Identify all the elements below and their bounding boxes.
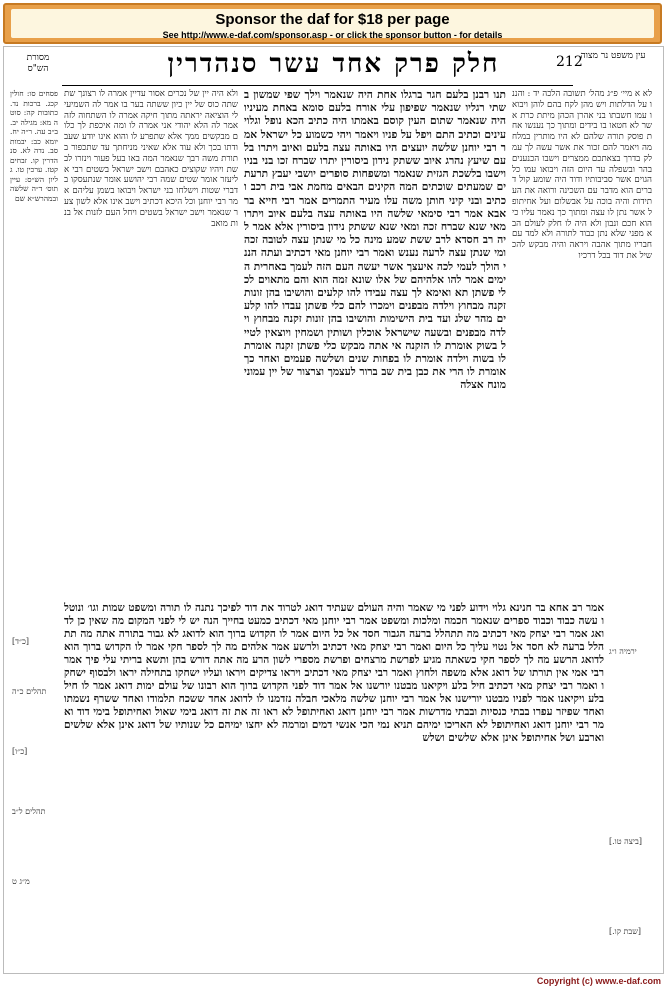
sponsor-title[interactable]: Sponsor the daf for $18 per page [215,11,450,28]
margin-note: [כ״ו] [12,747,28,756]
sponsor-banner-inner [11,9,654,38]
margin-note: ירמיה ו״ג [609,647,637,656]
gemara-bottom-text: אמר רב אחא בר חנינא גלוי וידוע לפני מי שאמר והיה העולם שעתיד דואג לטרוד את דוד לפיכך נתנה לו תורה ומשפט שמות וגו׳ ונוטלו עשה כבוד וכבוד ספרים שנאמר חכמה ומלכות ומשפט אמר רבי יוחנן מאי דכתיב כמעט בחייך הנה יש לי לפני המקום מה שאין כן לדואג אמר רבי יצחק מאי דכתיב מה תתהלל ברעה הגבור חסד אל כל היום אמר לו הקדוש ברוך הוא לדואג לא גבור בתורה אתה מה תתהלל ברעה לא חסד אל נטוי עליך כל היום ואמר רבי יצחק מאי דכתיב ולרשע אמר אלהים מה לך לספר חקי אמר לו הקדוש ברוך הוא לדואג הרשע מה לך לספר חקי כשאתה מגיע לפרשת מרצחים ופרשת מספרי לשון הרע מה אתה דורש בהן ותשא בריתי עלי פיך אמר רבי אמי אין תורתו של דואג אלא משפה ולחוץ ואמר רבי יצחק מאי דכתיב ויראו צדיקים ויראו ועליו ישחקו בתחילה יראו ולבסוף ישחקו ואמר רבי יצחק מאי דכתיב חיל בלע ויקיאנו מבטנו יורשנו אל אמר דוד לפני הקדוש ברוך הוא רבונו של עולם ימות דואג אמר לו חיל בלע ויקיאנו אמר לפניו מבטנו יורישנו אל אמר רבי יוחנן שלשה מלאכי חבלה נזדמנו לו לדואג אחד ששכח תלמודו ואחד ששרף נשמתו ואחד שפיזר עפרו בבתי כנסיות ובבתי מדרשות אמר רבי יוחנן דואג ואחיתופל לא ראו זה את זה דואג בימי שאול ואחיתופל בימי דוד ואמר רבי יוחנן דואג ואחיתופל לא האריכו ימיהם תניא נמי הכי אנשי דמים ומרמה לא יחצו ימיהם כל שנותיו של דואג אינן אלא שלשים וארבע ושל אחיתופל אינן אלא שלשים ושלש [64,602,604,744]
margin-note: [ביצה טו.] [609,837,642,846]
sponsor-subtitle[interactable]: See http://www.e-daf.com/sponsor.asp - or click the sponsor button - for details [162,30,503,40]
margin-note: [שבת קו.] [609,927,642,936]
page-number: 212 [556,54,583,70]
right-commentary-column: לא א מיי׳ פ״ג מהל׳ תשובה הלכה יד : והננו על הדלתות ויש מהן לקח בהם לוהן ויבואו עמו חשבתו בני אהרן הכהן מיתת כרת אשר לא חטאו בו בידים ומתוך כך נענשו אחת פוסק תורה שלהם לא היו מותרין במלחמה ויאמר להם זכור את אשר עשה לך עמלק בדרך בצאתכם ממצרים וישבו הכנענים בהר ובשפלה עד היום הזה ויבואו עמו כל הגוים אשר סביבותיו ודוד היה שומע קול דברים הוא מדבר עם השכינה ורואה את העתידות והיה בוכה על אבשלום ועל אחיתופל אשר נתן לו עצה ומתוך כך נאמר עליו כי הוא חכם ונבון ולא היה לו חלק לעולם הבא מפני שלא נתן כבוד לתורה ולא למד עם חבריו מתוך אהבה ויראה והיה מבקש להכשיל את דוד בכל דרכיו [512,89,652,261]
copyright-footer[interactable]: Copyright (c) www.e-daf.com [536,976,661,986]
ein-mishpat-label: עין משפט נר מצוה [580,51,646,61]
page-title: חלק פרק אחד עשר סנהדרין [167,49,500,79]
margin-note: [כ״ד] [12,637,30,646]
margin-note: תהלים ל״ב [12,807,46,816]
margin-note: מ״ג ט [12,877,30,886]
mesoret-hashas-label: מסורת הש"ס [26,53,50,74]
margin-note: תהלים כ״ה [12,687,47,696]
header-rule [62,85,573,86]
left-commentary-column: ולא היה יין של נכרים אסור עדיין אמרה לו רצונך שתשתה כוס של יין כיון ששתה בער בו אמר לה השמיעי לי הוציאה יראתה מתוך חיקה אמרה לו השתחוה לזה אמר לה הלא יהודי אני אמרה לו ומה איכפת לך כלום מבקשים ממך אלא שתפרע לו והוא אינו יודע שעבודתו בכך ולא עוד אלא שאיני מניחתך עד שתכפור בתורת משה רבך שנאמר המה באו בעל פעור וינזרו לבשת ויהיו שקוצים כאהבם וישב ישראל בשטים רבי אליעזר אומר שטים שמה רבי יהושע אומר שנתעסקו בדברי שטות וישלחו בני ישראל ויבואו בשמן עליהם אמר רבי יוחנן וכל היכא דכתיב וישב אינו אלא לשון צער שנאמר וישב ישראל בשטים ויחל העם לזנות אל בנות מואב [64,89,238,229]
talmud-page [3,46,664,974]
mesoret-hashas-column: פסחים סו: חולין קכג. ברכות נד. כתובות קה: סוטה מא: מגילה יב. ב״ב עה. ר״ה יח. יומא כב: יבמות סב. נדה לא. סנהדרין קו. זבחים קטז. ערכין טו. גליון הש״ס: עיין תוס׳ ד״ה שלשה ובמהרש״א שם [10,89,58,203]
sponsor-banner[interactable] [3,3,662,44]
gemara-main-text: תנו רבנן בלעם חגר ברגלו אחת היה שנאמר וילך שפי שמשון בשתי רגליו שנאמר שפיפון עלי אורח בלעם סומא באחת מעיניו היה שנאמר שתום העין קוסם באמתו היה כתיב הכא נופל וגלוי עינים וכתיב התם ויפל על פניו ויאמר ויהי כשמוע כל ישראל אמר רבי יוחנן שלשה יועצים היו באותה עצה בלעם ואיוב ויתרו בלעם שיעץ נהרג איוב ששתק נידון ביסורין יתרו שברח זכו בני בניו וישבו בלשכת הגזית שנאמר ומשפחות סופרים יושבי יעבץ תרעתים שמעתים שוכתים המה הקינים הבאים מחמת אבי בית רכב וכתיב ובני קיני חותן משה עלו מעיר התמרים אמר רבי חייא בר אבא אמר רבי סימאי שלשה היו באותה עצה בלעם איוב ויתרו מאי שנא שברח זכה ומאי שנא ששתק נידון ביסורין אלא אמר ליה רב חסדא לרב ששת שמע מינה כל מי שנתן עצה לטובה זכה ומי שנתן עצה לרעה נענש ואמר רבי יוחנן מאי דכתיב ועתה הנני הולך לעמי לכה איעצך אשר יעשה העם הזה לעמך באחרית הימים אמר להו אלהיהם של אלו שונא זמה הוא והם מתאוים לכלי פשתן תא ואימא לך עצה עבידו להו קלעים והושיבו בהן זונות זקנה מבחוץ וילדה מבפנים וימכרו להם כלי פשתן עבדו להו קלעים מהר שלג ועד בית הישימות והושיבו בהן זונות זקנה מבחוץ וילדה מבפנים ובשעה שישראל אוכלין ושותין ושמחין ויוצאין לטייל בשוק אומרת לו הזקנה אי אתה מבקש כלי פשתן זקנה אומרת לו בשוה וילדה אומרת לו בפחות שנים ושלשה פעמים ואחר כך אומרת לו הרי את כבן בית שב ברור לעצמך וצרצור של יין עמוני מונח אצלה [244,89,506,392]
